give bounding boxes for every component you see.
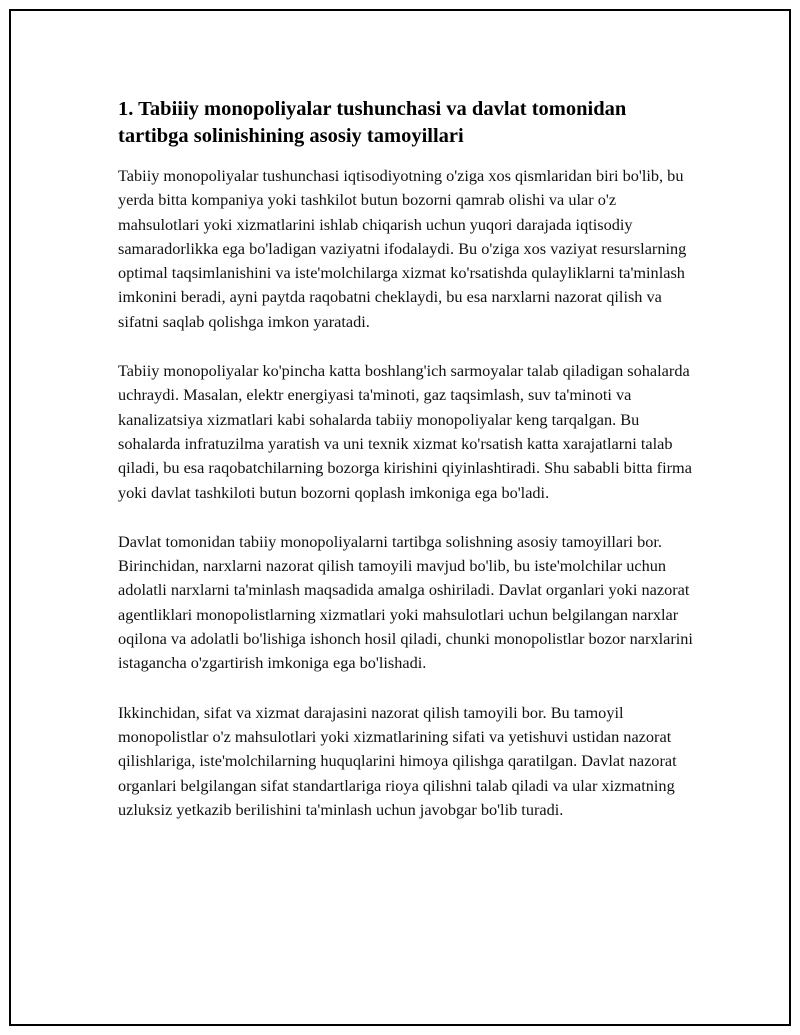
paragraph-2: Tabiiy monopoliyalar ko'pincha katta boshlang'ich sarmoyalar talab qiladigan sohalarda uchraydi. Masalan, elektr energiyasi ta'minoti, gaz taqsimlash, suv ta'minoti va kanalizatsiya xizmatlari kabi sohalarda tabiiy monopoliyalar keng tarqalgan. Bu sohalarda infratuzilma yaratish va uni texnik xizmat ko'rsatish katta xarajatlarni talab qiladi, bu esa raqobatchilarning bozorga kirishini qiyinlashtiradi. Shu sababli bitta firma yoki davlat tashkiloti butun bozorni qoplash imkoniga ega bo'ladi. — [118, 361, 692, 502]
paragraph-4: Ikkinchidan, sifat va xizmat darajasini nazorat qilish tamoyili bor. Bu tamoyil monopolistlar o'z mahsulotlari yoki xizmatlarining sifati va yetishuvi ustidan nazorat qilishlariga, iste'molchilarning huquqlarini himoya qilishga qaratilgan. Davlat nazorat organlari belgilangan sifat standartlariga rioya qilishni talab qiladi va ular xizmatning uzluksiz yetkazib berilishini ta'minlash uchun javobgar bo'lib turadi. — [118, 702, 677, 819]
paragraph-3: Davlat tomonidan tabiiy monopoliyalarni tartibga solishning asosiy tamoyillari bor. Birinchidan, narxlarni nazorat qilish tamoyili mavjud bo'lib, bu iste'molchilar uchun adolatli narxlarni ta'minlash maqsadida amalga oshiriladi. Davlat organlari yoki nazorat agentliklari monopolistlarning xizmatlari yoki mahsulotlari uchun belgilangan narxlar oqilona va adolatli bo'lishiga ishonch hosil qiladi, chunki monopolistlar bozor narxlarini istagancha o'zgartirish imkoniga ega bo'lishadi. — [118, 531, 693, 673]
section-heading: 1. Tabiiiy monopoliyalar tushunchasi va davlat tomonidan tartibga solinishining asosiy tamoyillari — [118, 98, 627, 147]
paragraph-1: Tabiiy monopoliyalar tushunchasi iqtisodiyotning o'ziga xos qismlaridan biri bo'lib, bu yerda bitta kompaniya yoki tashkilot butun bozorni qamrab olishi va ular o'z mahsulotlari yoki xizmatlarini ishlab chiqarish uchun yuqori darajada iqtisodiy samaradorlikka ega bo'ladigan vaziyatni ifodalaydi. Bu o'ziga xos vaziyat resurslarning optimal taqsimlanishini va iste'molchilarga xizmat ko'rsatishda qulayliklarni ta'minlash imkonini beradi, ayni paytda raqobatni cheklaydi, bu esa narxlarni nazorat qilish va sifatni saqlab qolishga imkon yaratadi. — [118, 166, 687, 331]
document-body — [118, 96, 698, 847]
